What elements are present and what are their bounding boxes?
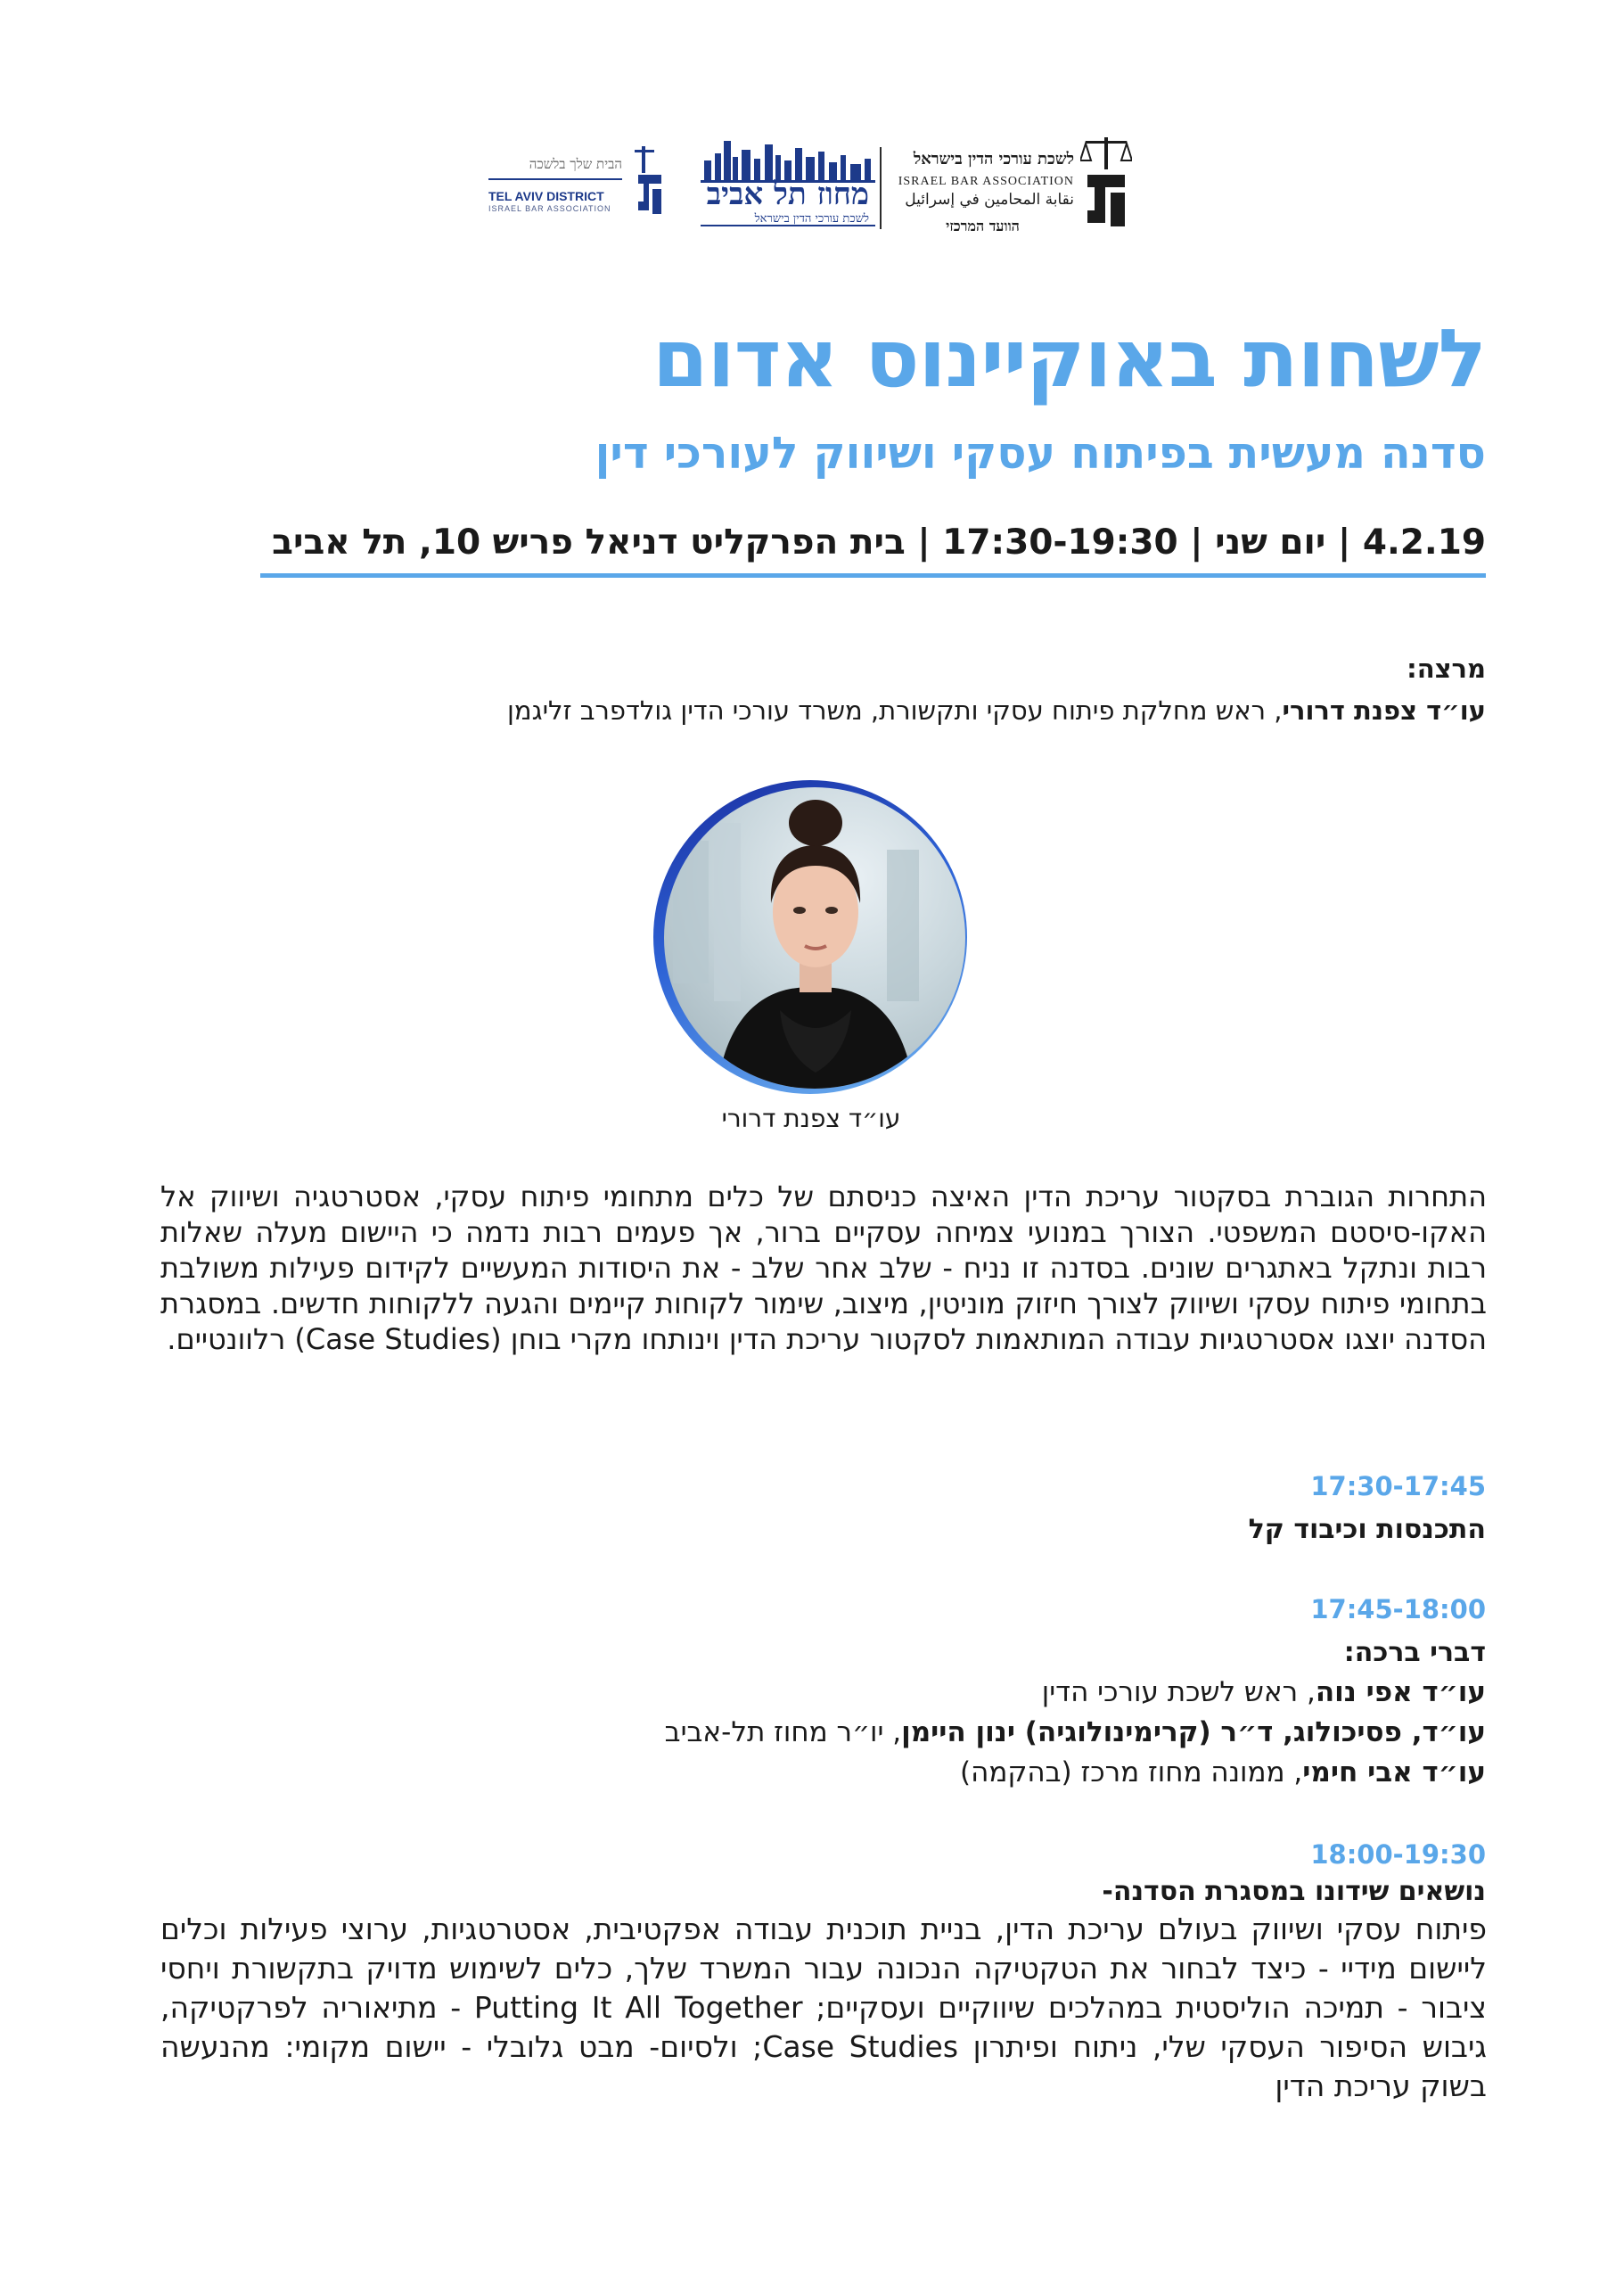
speaker-role: , יו״ר מחוז תל-אביב	[664, 1716, 902, 1748]
tlv-tagline: הבית שלך בלשכה	[529, 156, 622, 172]
session-3-topics: פיתוח עסקי ושיווק בעולם עריכת הדין, בניית תוכנית עבודה אפקטיבית, אסטרטגיות, ערוצי פעילות וכלים ליישום מידיי - כיצד לבחור את הטקטיקה הנכונה עבור המשרד שלך, כלים לשימוש מדויק בתקשורת ויחסי ציבור - תמיכה הוליסטית במהלכים שיווקיים ועסקיים; Putting It All Together - מתיאוריה לפרקטיקה, גיבוש הסיפור העסקי שלי, ניתוח ופיתרון Case Studies; ולסיום- מבט גלובלי - יישום מקומי: מהנעשה בשוק עריכת הדין	[160, 1912, 1487, 2103]
tlv-tag-underline	[488, 178, 622, 180]
lecturer-name: עו״ד צפנת דרורי	[1282, 695, 1486, 726]
event-details: 4.2.19 | יום שני | 17:30-19:30 | בית הפרקליט דניאל פריש 10, תל אביב	[272, 522, 1486, 563]
tlv-hebrew-name: מחוז תל אביב	[706, 177, 869, 212]
scales-of-justice-icon	[1080, 134, 1132, 232]
tlv-english-sub: ISRAEL BAR ASSOCIATION	[488, 204, 611, 213]
iba-arabic-name: نقابة المحامين في إسرائيل	[905, 191, 1074, 209]
tlv-hebrew-sub: לשכת עורכי הדין בישראל	[754, 212, 869, 226]
session-1-title: התכנסות וכיבוד קל	[1248, 1514, 1486, 1545]
intro-paragraph: התחרות הגוברת בסקטור עריכת הדין האיצה כניסתם של כלים מתחומי פיתוח עסקי, אסטרטגיה ושיווק אל האקו-סיסטם המשפטי. הצורך במנועי צמיחה עסקיים ברור, אך פעמים רבות נדמה כי היישום מעלה שאלות רבות ונתקל באתגרים שונים. בסדנה זו נניח - שלב אחר שלב - את היסודות המעשיים לקידום פעילות משולבת בתחומי פיתוח עסקי ושיווק לצורך חיזוק מוניטין, מיצוב, שימור לקוחות קיימים והגעה ללקוחות חדשים. במסגרת הסדנה יוצגו אסטרטגיות עבודה המותאמות לסקטור עריכת הדין וינותחו מקרי בוחן (Case Studies) רלוונטיים.	[160, 1180, 1487, 1356]
iba-hebrew-name: לשכת עורכי הדין בישראל	[913, 150, 1074, 169]
iba-english-name: ISRAEL BAR ASSOCIATION	[898, 175, 1074, 188]
lecturer-role: , ראש מחלקת פיתוח עסקי ותקשורת, משרד עורכי הדין גולדפרב זליגמן	[507, 695, 1283, 726]
page-title: לשחות באוקיינוס אדום	[652, 312, 1486, 406]
speaker-name: עו״ד אבי חימי	[1302, 1756, 1486, 1789]
logo-divider	[880, 147, 882, 229]
heading-divider	[260, 573, 1486, 578]
tlv-english-name: TEL AVIV DISTRICT	[488, 189, 604, 203]
session-1-time: 17:30-17:45	[1310, 1471, 1486, 1501]
speaker-line	[665, 1716, 1486, 1748]
lecturer-photo	[664, 787, 965, 1089]
speaker-role: , ראש לשכת עורכי הדין	[1041, 1676, 1316, 1708]
speaker-line	[1042, 1676, 1486, 1708]
lecturer-line	[507, 695, 1486, 726]
speaker-line	[960, 1756, 1486, 1789]
speaker-name: עו״ד אפי נוה	[1315, 1676, 1486, 1708]
session-3-title: נושאים שידונו במסגרת הסדנה-	[1102, 1876, 1486, 1907]
session-2-time: 17:45-18:00	[1310, 1594, 1486, 1624]
page-subtitle: סדנה מעשית בפיתוח עסקי ושיווק לעורכי דין	[595, 428, 1486, 479]
lecturer-label: מרצה:	[1407, 654, 1486, 684]
session-3-time: 18:00-19:30	[1310, 1839, 1486, 1870]
photo-caption: עו״ד צפנת דרורי	[721, 1104, 901, 1133]
session-2-title: דברי ברכה:	[1343, 1637, 1486, 1668]
speaker-name: עו״ד, פסיכולוג, ד״ר (קרימינולוגיה) ינון היימן	[901, 1716, 1486, 1748]
iba-central-committee: הוועד המרכזי	[946, 218, 1020, 234]
speaker-role: , ממונה מחוז מרכז (בהקמה)	[959, 1756, 1303, 1789]
